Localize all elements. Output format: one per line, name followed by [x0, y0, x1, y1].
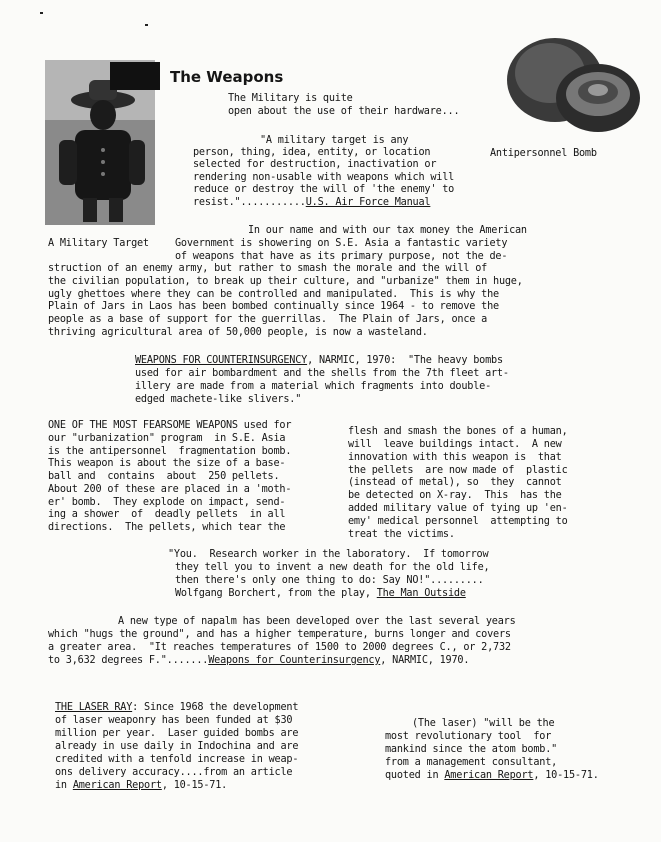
napalm-line: which "hugs the ground", and has a higher temperature, burns longer and covers	[48, 629, 511, 640]
col-right-line: innovation with this weapon is that	[348, 452, 562, 463]
page-title: The Weapons	[170, 68, 284, 86]
bomb-caption: Antipersonnel Bomb	[490, 148, 597, 159]
napalm-text: to 3,632 degrees F.".......	[48, 655, 209, 666]
laser-tail: , 10-15-71.	[161, 780, 228, 791]
laser-line	[55, 780, 227, 793]
col-left-line: ONE OF THE MOST FEARSOME WEAPONS used for	[48, 420, 292, 431]
col-left-line: er' bomb. They explode on impact, send-	[48, 497, 286, 508]
laser-line: already in use daily in Indochina and are	[55, 741, 299, 752]
laser-quote-line	[385, 770, 599, 783]
laser-line: million per year. Laser guided bombs are	[55, 728, 299, 739]
narmic-line: edged machete-like slivers."	[135, 394, 302, 405]
para-line: Plain of Jars in Laos has been bombed continually since 1964 - to remove the	[48, 301, 499, 312]
col-left-line: is the antipersonnel fragmentation bomb.	[48, 446, 292, 457]
laser-quote-line: (The laser) "will be the	[412, 718, 555, 729]
borchert-line: they tell you to invent a new death for the old life,	[175, 562, 490, 573]
col-right-line: treat the victims.	[348, 529, 455, 540]
intro-line: The Military is quite	[228, 93, 353, 104]
para-line: struction of an enemy army, but rather to smash the morale and the will of	[48, 263, 488, 274]
intro-line: open about the use of their hardware...	[228, 106, 460, 117]
laser-line: ons delivery accuracy....from an article	[55, 767, 293, 778]
narmic-line	[135, 355, 503, 368]
laser-quote-text: quoted in	[385, 770, 445, 781]
quote-line: selected for destruction, inactivation or	[193, 159, 437, 170]
para-line: ugly ghettoes where they can be controlled and manipulated. This is why the	[48, 289, 499, 300]
laser-line: of laser weaponry has been funded at $30	[55, 715, 293, 726]
para-line: In our name and with our tax money the American	[248, 225, 527, 236]
quote-line: person, thing, idea, entity, or location	[193, 147, 431, 158]
col-left-line: our "urbanization" program in S.E. Asia	[48, 433, 286, 444]
antipersonnel-bomb-photo	[500, 28, 645, 138]
para-line: of weapons that have as its primary purpose, not the de-	[175, 251, 508, 262]
napalm-tail: , NARMIC, 1970.	[380, 655, 470, 666]
col-left-line: ball and contains about 250 pellets.	[48, 471, 280, 482]
borchert-play: The Man Outside	[376, 588, 466, 599]
para-line: the civilian population, to break up their culture, and "urbanize" them in huge,	[48, 276, 523, 287]
col-left-line: About 200 of these are placed in a 'moth-	[48, 484, 292, 495]
military-target-caption: A Military Target	[48, 238, 149, 249]
napalm-source: Weapons for Counterinsurgency	[208, 655, 381, 666]
narmic-text: , NARMIC, 1970: "The heavy bombs	[307, 355, 503, 366]
quote-line: "A military target is any	[260, 135, 409, 146]
para-line: thriving agricultural area of 50,000 people, is now a wasteland.	[48, 327, 428, 338]
quote-source: U.S. Air Force Manual	[305, 197, 431, 208]
borchert-line	[175, 588, 466, 601]
photo-corner-shadow	[110, 62, 160, 90]
col-right-line: flesh and smash the bones of a human,	[348, 426, 568, 437]
quote-line: rendering non-usable with weapons which will	[193, 172, 455, 183]
col-left-line: This weapon is about the size of a base-	[48, 458, 286, 469]
col-left-line: ing a shower of deadly pellets in all	[48, 509, 286, 520]
laser-quote-line: most revolutionary tool for	[385, 731, 552, 742]
quote-line: reduce or destroy the will of 'the enemy' to	[193, 184, 455, 195]
quote-text: resist."...........	[193, 197, 306, 208]
col-right-line: will leave buildings intact. A new	[348, 439, 562, 450]
laser-quote-line: mankind since the atom bomb."	[385, 744, 558, 755]
narmic-line: illery are made from a material which fragments into double-	[135, 381, 492, 392]
narmic-line: used for air bombardment and the shells from the 7th fleet art-	[135, 368, 509, 379]
laser-head: THE LASER RAY	[55, 702, 133, 713]
para-line: Government is showering on S.E. Asia a fantastic variety	[175, 238, 508, 249]
borchert-text: Wolfgang Borchert, from the play,	[175, 588, 377, 599]
ink-speck	[145, 24, 148, 26]
napalm-line: A new type of napalm has been developed over the last several years	[118, 616, 516, 627]
laser-quote-source: American Report	[444, 770, 534, 781]
col-right-line: be detected on X-ray. This has the	[348, 490, 562, 501]
quote-line	[193, 197, 430, 210]
para-line: people as a base of support for the guerrillas. The Plain of Jars, once a	[48, 314, 488, 325]
col-left-line: directions. The pellets, which tear the	[48, 522, 286, 533]
laser-line: credited with a tenfold increase in weap-	[55, 754, 299, 765]
laser-text: in	[55, 780, 73, 791]
borchert-line: "You. Research worker in the laboratory. If tomorrow	[168, 549, 489, 560]
laser-quote-tail: , 10-15-71.	[533, 770, 599, 781]
col-right-line: the pellets are now made of plastic	[348, 465, 568, 476]
laser-source: American Report	[72, 780, 162, 791]
ink-speck	[40, 12, 43, 14]
laser-line	[55, 702, 298, 715]
napalm-line	[48, 655, 469, 668]
col-right-line: emy' medical personnel attempting to	[348, 516, 568, 527]
narmic-source: WEAPONS FOR COUNTERINSURGENCY	[135, 355, 308, 366]
laser-text: : Since 1968 the development	[132, 702, 299, 713]
laser-quote-line: from a management consultant,	[385, 757, 558, 768]
borchert-line: then there's only one thing to do: Say NO!".........	[175, 575, 484, 586]
napalm-line: a greater area. "It reaches temperatures of 1500 to 2000 degrees C., or 2,732	[48, 642, 511, 653]
col-right-line: added military value of tying up 'en-	[348, 503, 568, 514]
col-right-line: (instead of metal), so they cannot	[348, 477, 562, 488]
